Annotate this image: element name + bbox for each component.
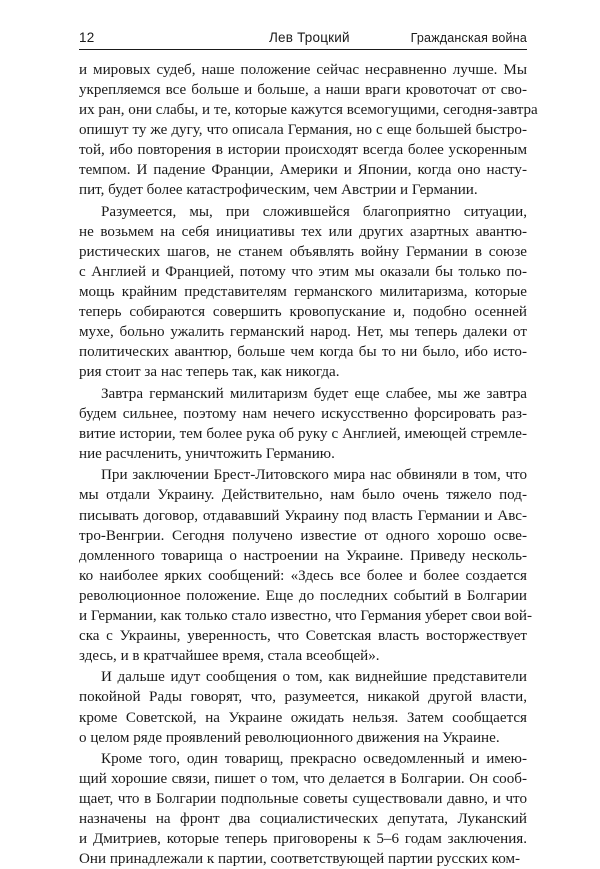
text-line: И дальше идут сообщения о том, как виднейшие представители bbox=[101, 669, 527, 686]
text-line: о целом ряде проявлений революционного движения на Украине. bbox=[79, 729, 500, 746]
text-line: теперь собираются совершить кровопускание и, подобно осенней bbox=[79, 304, 527, 321]
text-line: Разумеется, мы, при сложившейся благоприятно ситуации, bbox=[101, 203, 527, 220]
paragraph bbox=[79, 667, 527, 747]
text-line: мощь крайним представителям германского милитаризма, которые bbox=[79, 284, 527, 301]
text-line: Завтра германский милитаризм будет еще слабее, мы же завтра bbox=[101, 385, 527, 402]
text-line: пит, будет более катастрофическим, чем Австрии и Германии. bbox=[79, 182, 478, 199]
book-title: Гражданская война bbox=[410, 31, 527, 45]
text-line: ние расчленить, уничтожить Германию. bbox=[79, 445, 335, 462]
text-line: той, ибо повторения в истории происходят всегда более ускоренным bbox=[79, 142, 527, 159]
text-line: мухе, больно ужалить германский народ. Нет, мы теперь далеки от bbox=[79, 324, 527, 341]
paragraph bbox=[79, 749, 527, 869]
text-line: При заключении Брест-Литовского мира нас обвиняли в том, что bbox=[101, 467, 527, 484]
text-line: мы отдали Украину. Действительно, нам было очень тяжело под- bbox=[79, 487, 527, 504]
text-line: писывать договор, отдававший Украину под власть Германии и Авс- bbox=[79, 507, 527, 524]
text-line: с Англией и Францией, потому что этим мы оказали бы только по- bbox=[79, 263, 527, 280]
text-line: их ран, они слабы, и те, которые кажутся всемогущими, сегодня-завтра bbox=[79, 102, 538, 119]
text-line: тро-Венгрии. Сегодня получено известие от одного хорошо осве- bbox=[79, 527, 527, 544]
text-line: домленного товарища о настроении на Украине. Приведу несколь- bbox=[79, 547, 527, 564]
page-number: 12 bbox=[79, 30, 95, 45]
text-line: ска с Украины, уверенность, что Советская власть восторжествует bbox=[79, 627, 527, 644]
text-line: витие истории, тем более рука об руку с Англией, имеющей стремле- bbox=[79, 425, 527, 442]
paragraph bbox=[79, 202, 527, 382]
text-line: щает, что в Болгарии подпольные советы существовали давно, и что bbox=[79, 791, 527, 808]
text-line: здесь, и в кратчайшее время, стала всеобщей». bbox=[79, 647, 380, 664]
text-line: назначены на фронт два социалистических депутата, Луканский bbox=[79, 811, 527, 828]
text-line: ристических шагов, не станем объявлять войну Германии в союзе bbox=[79, 243, 527, 260]
text-line: щий хорошие связи, пишет о том, что делается в Болгарии. Он сооб- bbox=[79, 771, 527, 788]
body-text bbox=[79, 60, 538, 869]
text-line: опишут ту же дугу, что описала Германия, но с еще большей быстро- bbox=[79, 122, 527, 139]
text-line: Они принадлежали к партии, соответствующей партии русских ком- bbox=[79, 851, 521, 868]
text-line: покойной Рады говорят, что, разумеется, никакой другой власти, bbox=[79, 689, 527, 706]
text-line: не возьмем на себя инициативы тех или других азартных авантю- bbox=[79, 223, 527, 240]
text-line: политических авантюр, больше чем когда бы то ни было, ибо исто- bbox=[79, 344, 527, 361]
paragraph bbox=[79, 384, 527, 464]
text-line: темпом. И падение Франции, Америки и Японии, когда оно насту- bbox=[79, 162, 527, 179]
text-line: Кроме того, один товарищ, прекрасно осведомленный и имею- bbox=[101, 751, 527, 768]
text-line: революционное положение. Еще до последних событий в Болгарии bbox=[79, 587, 527, 604]
text-line: рия стоит за нас теперь так, как никогда. bbox=[79, 364, 340, 381]
author-name: Лев Троцкий bbox=[269, 30, 350, 45]
running-header bbox=[79, 27, 527, 50]
text-line: и Дмитриев, которые теперь приговорены к 5–6 годам заключения. bbox=[79, 831, 527, 848]
text-line: будем сильнее, поэтому нам нечего искусственно форсировать раз- bbox=[79, 405, 527, 422]
text-line: и Германии, как только стало известно, что Германия уберет свои вой- bbox=[79, 607, 532, 624]
text-line: и мировых судеб, наше положение сейчас несравненно лучше. Мы bbox=[79, 62, 527, 78]
text-line: ко наиболее ярких сообщений: «Здесь все более и более создается bbox=[79, 567, 527, 584]
text-line: укрепляемся все больше и больше, а наши враги кровоточат от сво- bbox=[79, 82, 527, 99]
paragraph bbox=[79, 465, 532, 665]
text-line: кроме Советской, на Украине ожидать нельзя. Затем сообщается bbox=[79, 709, 527, 726]
paragraph bbox=[79, 60, 538, 200]
